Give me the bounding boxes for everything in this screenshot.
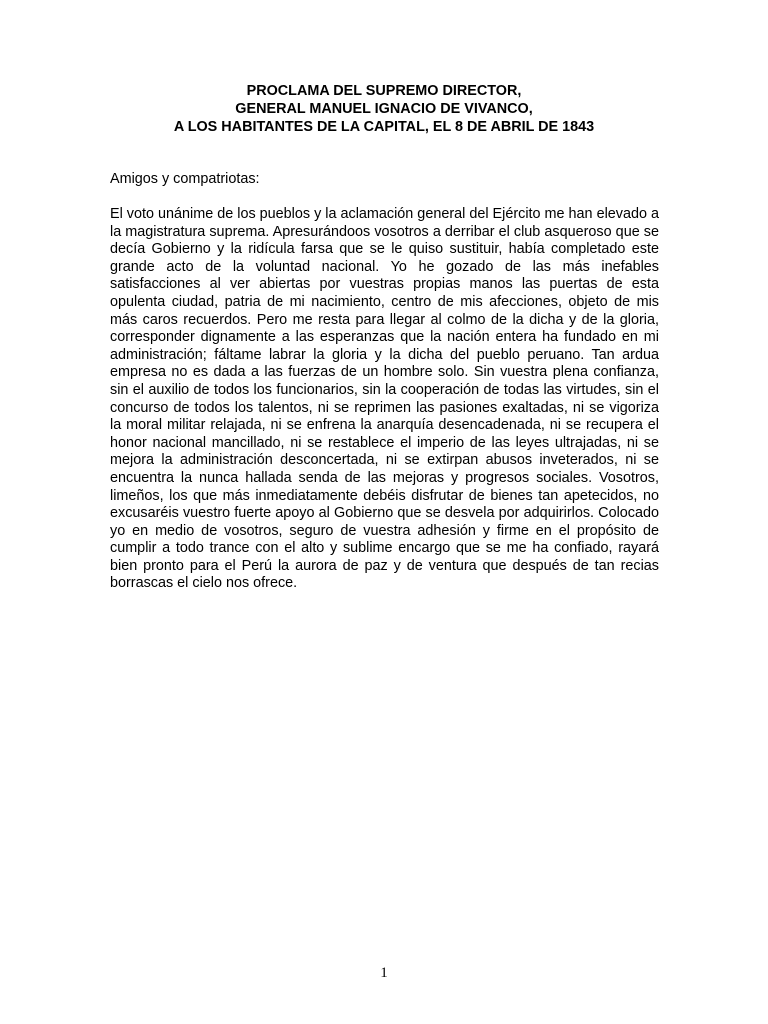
page-number: 1 xyxy=(380,965,388,981)
title-line-2: GENERAL MANUEL IGNACIO DE VIVANCO, xyxy=(235,101,533,117)
title-line-3: A LOS HABITANTES DE LA CAPITAL, EL 8 DE ABRIL DE 1843 xyxy=(173,119,595,135)
body-paragraph: El voto unánime de los pueblos y la aclamación general del Ejército me han elevado a la magistratura suprema. Apresurándoos vosotros a derribar el club asqueroso que se decía Gobierno y la ridícula farsa que se le quiso sustituir, había completado este grande acto de la voluntad nacional. Yo he gozado de las más inefables satisfacciones al ver abiertas por vuestras propias manos las puertas de esta opulenta ciudad, patria de mi nacimiento, centro de mis afecciones, objeto de mis más caros recuerdos. Pero me resta para llegar al colmo de la dicha y de la gloria, corresponder dignamente a las esperanzas que la nación entera ha fundado en mi administración; fáltame labrar la gloria y la dicha del pueblo peruano. Tan ardua empresa no es dada a las fuerzas de un hombre solo. Sin vuestra plena confianza, sin el auxilio de todos los funcionarios, sin la cooperación de todas las virtudes, sin el concurso de todos los talentos, ni se reprimen las pasiones exaltadas, ni se vigoriza la moral militar relajada, ni se enfrena la anarquía desencadenada, ni se recupera el honor nacional mancillado, ni se restablece el imperio de las leyes ultrajadas, ni se mejora la administración desconcertada, ni se extirpan abusos inveterados, ni se encuentra la nunca hallada senda de las mejoras y progresos sociales. Vosotros, limeños, los que más inmediatamente debéis disfrutar de bienes tan apetecidos, no excusaréis vuestro fuerte apoyo al Gobierno que se desvela por adquirirlos. Colocado yo en medio de vosotros, seguro de vuestra adhesión y firme en el propósito de cumplir a todo trance con el alto y sublime encargo que se me ha confiado, rayará bien pronto para el Perú la aurora de paz y de ventura que después de tan recias borrascas el cielo nos ofrece. xyxy=(110,206,659,592)
document-title xyxy=(100,82,668,136)
title-line-1: PROCLAMA DEL SUPREMO DIRECTOR, xyxy=(246,83,522,99)
salutation: Amigos y compatriotas: xyxy=(110,171,260,187)
